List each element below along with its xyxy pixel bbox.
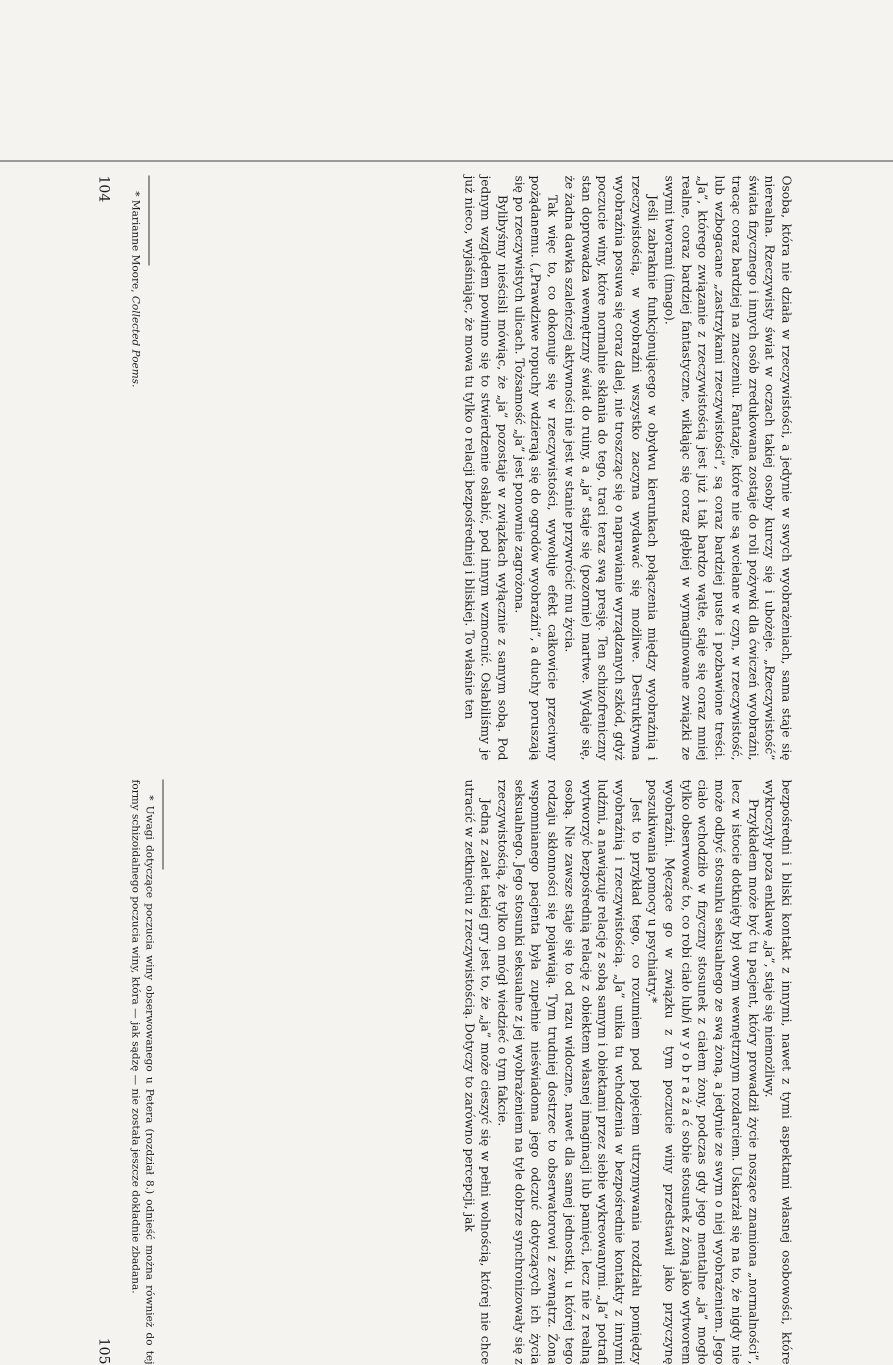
footnote-rule bbox=[162, 780, 163, 870]
page-number: 104 bbox=[94, 175, 111, 202]
paragraph: Jest to przykład tego, co rozumiem pod pojęciem utrzymywania rozdziału pomiędzy wyobraźnią i rzeczywistością. „Ja” unika tu wchodzenia w bezpośrednie kontakty z innymi ludźmi, a nawiązuje relację z sobą samym i obiektami przez siebie wykreowanymi. „Ja” potrafi wytworzyć bezpośrednią relację z obiektem własnej imaginacji lub pamięci, lecz nie z realną osobą. Nie zawsze staje się to od razu widoczne, nawet dla samej jednostki, u której tego rodzaju skłonności się pojawiają. Tym trudniej dostrzec to obserwatorowi z zewnątrz. Żona wspomnianego pacjenta była zupełnie nieświadoma jego odczuć dotyczących ich życia seksualnego. Jego stosunki seksualne z jej wyobrażeniem na tyle dobrze synchronizowały się z rzeczywistością, że tylko on mógł wiedzieć o tym fakcie. bbox=[495, 779, 643, 1365]
left-page-body bbox=[460, 175, 794, 760]
gutter-fold-line bbox=[0, 160, 893, 162]
footnote-body: Uwagi dotyczące poczucia winy obserwowanego u Petera (rozdział 8.) odnieść można również do tej formy schizoidalnego poczucia winy, która — jak sądzę — nie została jeszcze dokładnie zbadana. bbox=[129, 779, 155, 1365]
footnote-rule bbox=[148, 175, 149, 265]
paragraph: bezpośredni i bliski kontakt z innymi, nawet z tymi aspektami własnej osobowości, które wykroczyły poza enklawę „ja”, staje się niemożliwy. bbox=[762, 779, 793, 1365]
right-page-body bbox=[460, 780, 794, 1365]
paragraph: Bylibyśmy nieścisli mówiąc, że „ja” pozostaje w związkach wyłącznie z samym sobą. Pod jednym względem powinno się to stwierdzenie osłabić, pod innym wzmocnić. Osłabiliśmy je już nieco, wyjaśniając, że mowa tu tylko o relacji bezpośredniej i bliskiej. To właśnie ten bbox=[461, 175, 510, 760]
right-page bbox=[94, 780, 794, 1365]
footnote-marker: * bbox=[129, 190, 141, 196]
footnote-work-title: Collected Poems. bbox=[129, 295, 141, 387]
paragraph: Jeśli zabraknie funkcjonującego w obydwu kierunkach połączenia między wyobraźnią i rzeczywistością, w wyobraźni wszystko zaczyna wydawać się możliwe. Destruktywna wyobraźnia posuwa się coraz dalej, nie troszcząc się o naprawianie wyrządzanych szkód, gdyż poczucie winy, które normalnie skłania do tego, traci teraz swą presję. Ten schizofreniczny stan doprowadza wewnętrzny świat do ruiny, a „ja” staje się (pozornie) martwe. Wydaje się, że żadna dawka szaleńczej aktywności nie jest w stanie przywrócić mu życia. bbox=[561, 175, 660, 760]
left-page bbox=[94, 175, 794, 760]
footnote-author: Marianne Moore, bbox=[129, 199, 141, 293]
left-footnote bbox=[128, 175, 149, 760]
footnote-text bbox=[128, 780, 156, 1365]
paragraph: Jedną z zalet takiej gry jest to, że „ja” może cieszyć się w pełni wolnością, której nie chce utracić w zetknięciu z rzeczywistością. Dotyczy to zarówno percepcji, jak bbox=[461, 779, 493, 1365]
footnote-marker: * bbox=[143, 795, 155, 801]
paragraph: Osoba, która nie działa w rzeczywistości, a jedynie w swych wyobrażeniach, sama staje się nierealna. Rzeczywisty świat w oczach takiej osoby kurczy się i ubożeje. „Rzeczywistość” świata fizycznego i innych osób zredukowana zostaje do roli pożywki dla ćwiczeń wyobraźni, tracąc coraz bardziej na znaczeniu. Fantazje, które nie są wcielane w czyn, w rzeczywistość, lub wzbogacane „zastrzykami rzeczywistości”, są coraz bardziej puste i pozbawione treści. „Ja”, którego związanie z rzeczywistością jest już i tak bardzo wątłe, staje się coraz mniej realne, coraz bardziej fantastyczne, wikłając się coraz głębiej w wymaginowane związki ze swymi tworami (imago). bbox=[662, 175, 793, 760]
paragraph: Tak więc to, co dokonuje się w rzeczywistości, wywołuje efekt całkowicie przeciwny pożądanemu. („Prawdziwe ropuchy wdzierają się do ogrodów wyobraźni”, a duchy poruszają się po rzeczywistych ulicach. Tożsamość „ja” jest ponownie zagrożona. bbox=[511, 175, 560, 760]
right-footnote bbox=[128, 780, 163, 1365]
footnote-text bbox=[128, 175, 142, 760]
paragraph: Przykładem może być tu pacjent, który prowadził życie noszące znamiona „normalności”, lecz w istocie dotknięty był owym wewnętrznym rozdarciem. Uskarżał się na to, że nigdy nie może odbyć stosunku seksualnego ze swą żoną, a jedynie ze swym o niej wyobrażeniem. Jego ciało wchodziło w fizyczny stosunek z ciałem żony, podczas gdy jego mentalne „ja” mogło tylko obserwować to, co robi ciało lub/i w y o b r a ż a ć sobie stosunek z żoną jako wytworem wyobraźni. Męczące go w związku z tym poczucie winy przedstawił jako przyczynę poszukiwania pomocy u psychiatry.* bbox=[645, 779, 760, 1365]
page-number: 105 bbox=[94, 1337, 111, 1365]
